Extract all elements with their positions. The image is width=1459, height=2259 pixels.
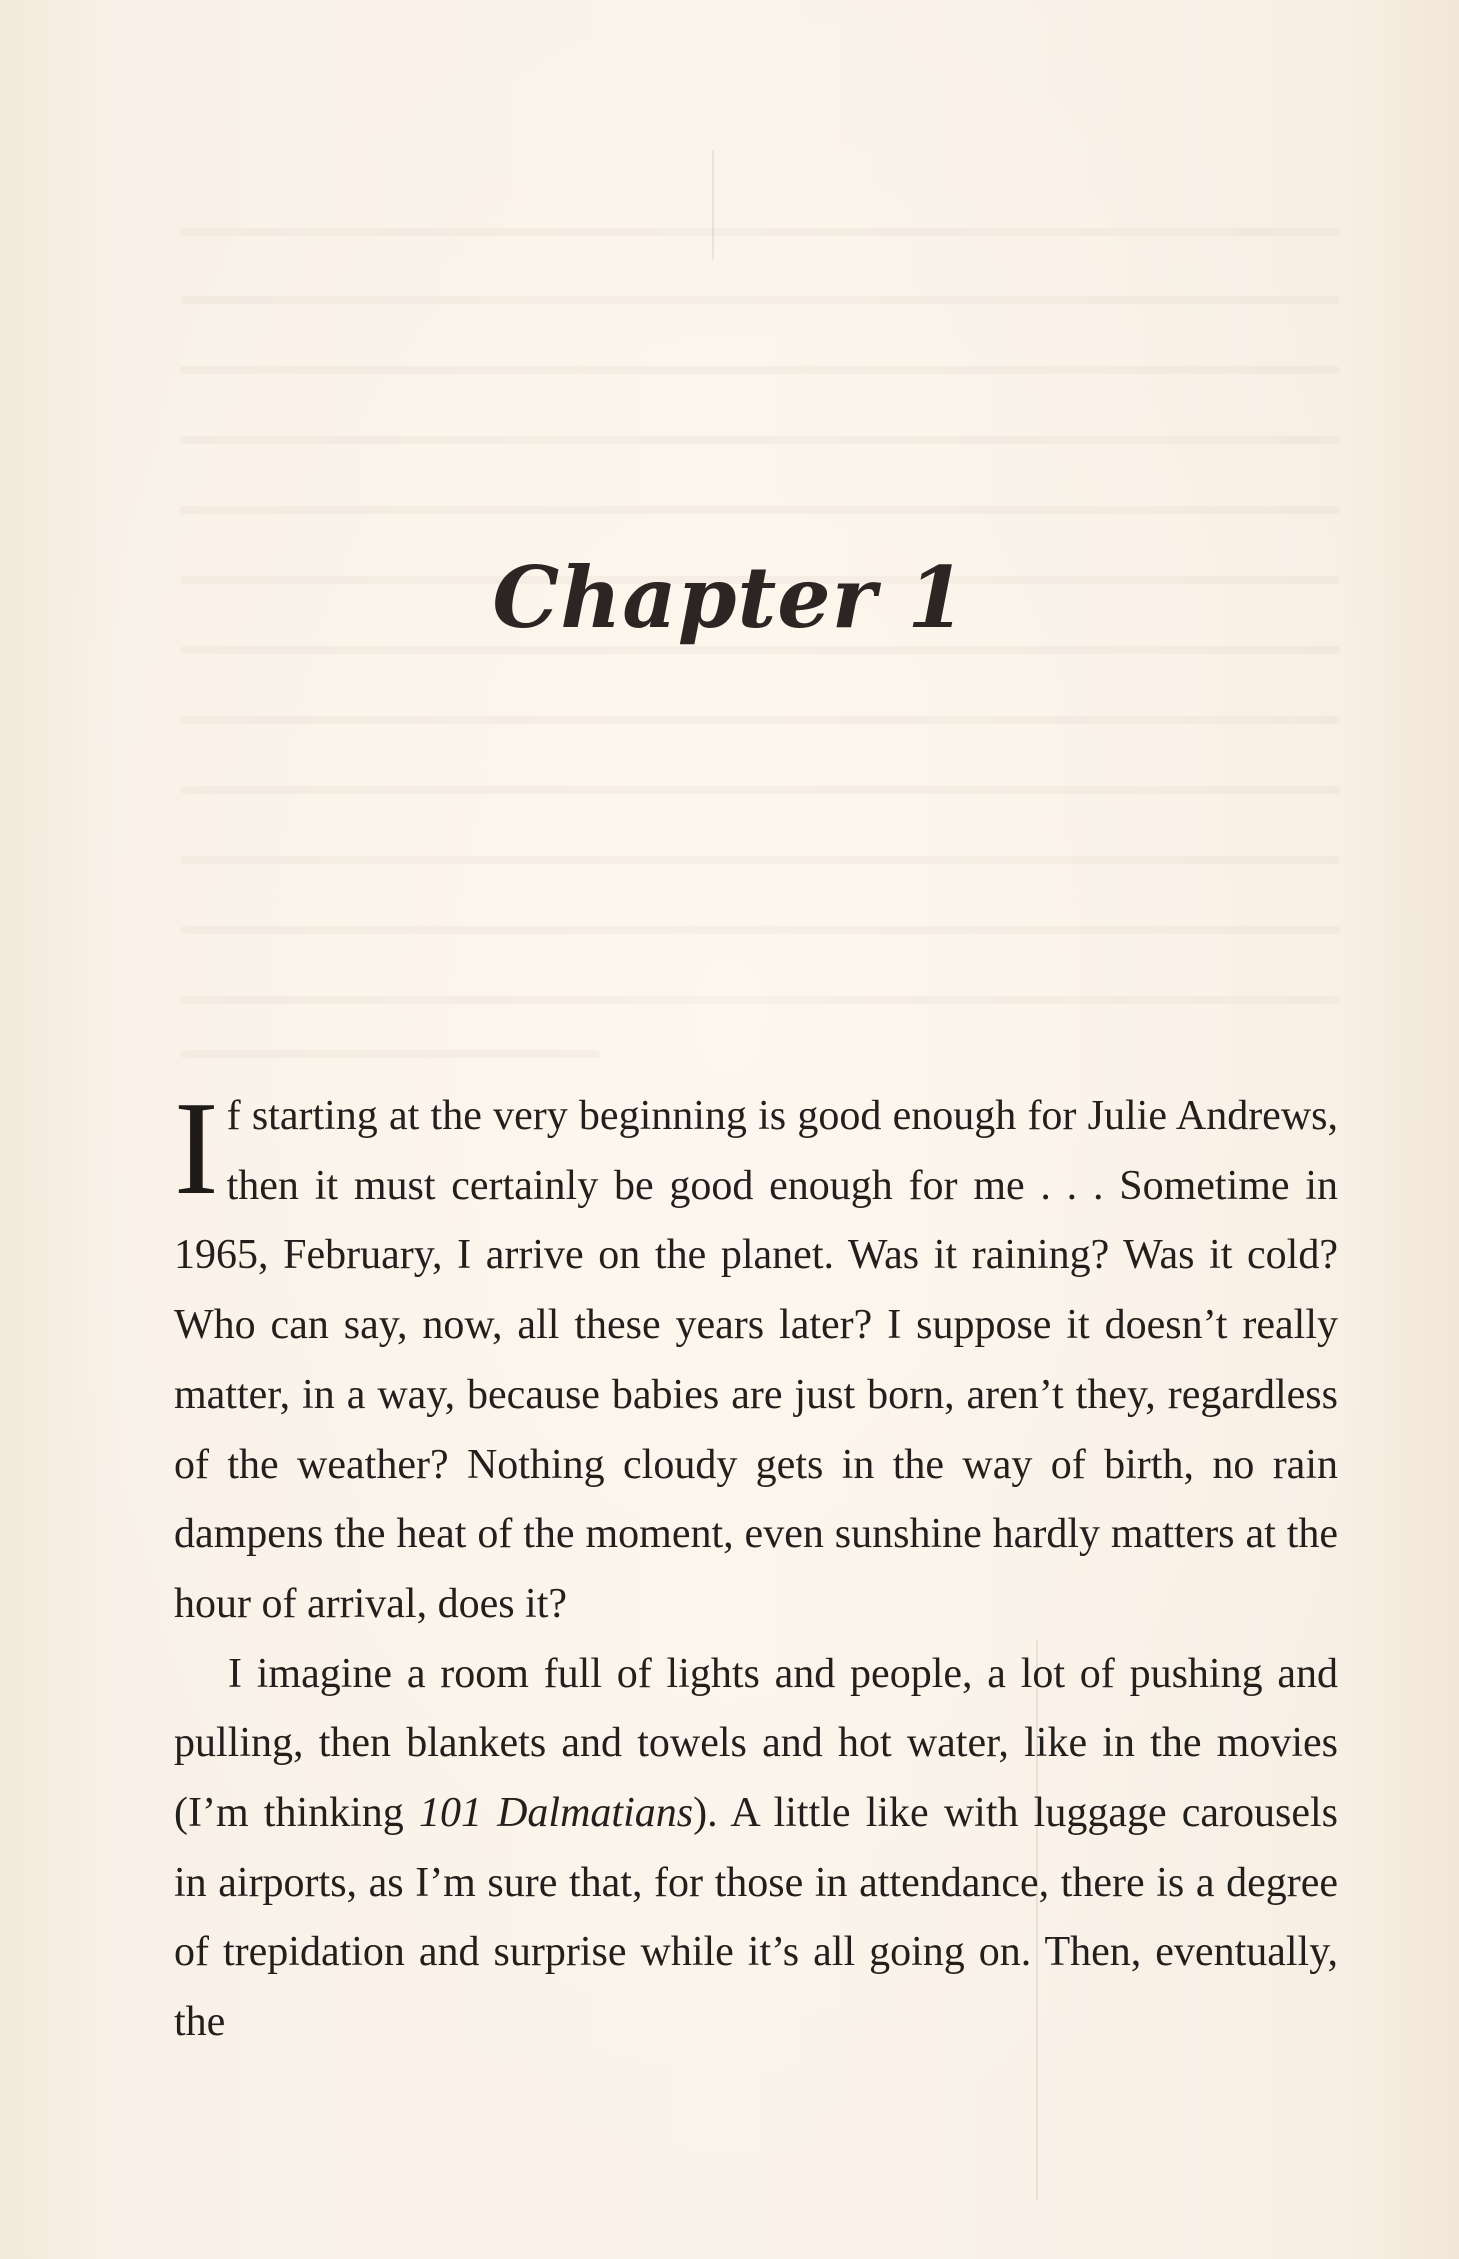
paragraph-2	[174, 1640, 1338, 2058]
paragraph-2-text-after: ). A little like with luggage carousels in airports, as I’m sure that, for those in attendance, there is a degree of trepidation and surprise while it’s all going on. Then, eventually, the	[174, 1790, 1339, 2046]
bleed-through-line	[180, 436, 1340, 444]
bleed-through-line	[180, 786, 1340, 794]
bleed-through-line	[180, 646, 1340, 654]
bleed-through-line	[180, 856, 1340, 864]
bleed-through-line	[180, 926, 1340, 934]
film-title: 101 Dalmatians	[418, 1790, 694, 1837]
bleed-through-line	[180, 996, 1340, 1004]
bleed-through-line	[180, 228, 1340, 236]
paragraph-1-text: f starting at the very beginning is good enough for Julie Andrews, then it must certainly be good enough for me . . . Sometime in 1965, February, I arrive on the planet. Was it raining? Was it cold? Who can say, now, all these years later? I suppose it doesn’t really matter, in a way, because babies are just born, aren’t they, regardless of the weather? Nothing cloudy gets in the way of birth, no rain dampens the heat of the moment, even sunshine hardly matters at the hour of arrival, does it?	[174, 1093, 1338, 1627]
paragraph-1	[174, 1074, 1338, 1640]
paragraph-2-text-before: I imagine a room full of lights and people, a lot of pushing and pulling, then blankets and towels and hot water, like in the movies (I’m thinking	[174, 1650, 1338, 1837]
paper-crease	[712, 150, 714, 260]
chapter-title: Chapter 1	[492, 548, 967, 647]
bleed-through-line	[180, 296, 1340, 304]
bleed-through-line	[180, 506, 1340, 514]
chapter-body	[174, 1074, 1339, 2058]
drop-cap: I	[174, 1074, 219, 1222]
bleed-through-line	[180, 366, 1340, 374]
bleed-through-line	[180, 1050, 600, 1058]
bleed-through-line	[180, 716, 1340, 724]
